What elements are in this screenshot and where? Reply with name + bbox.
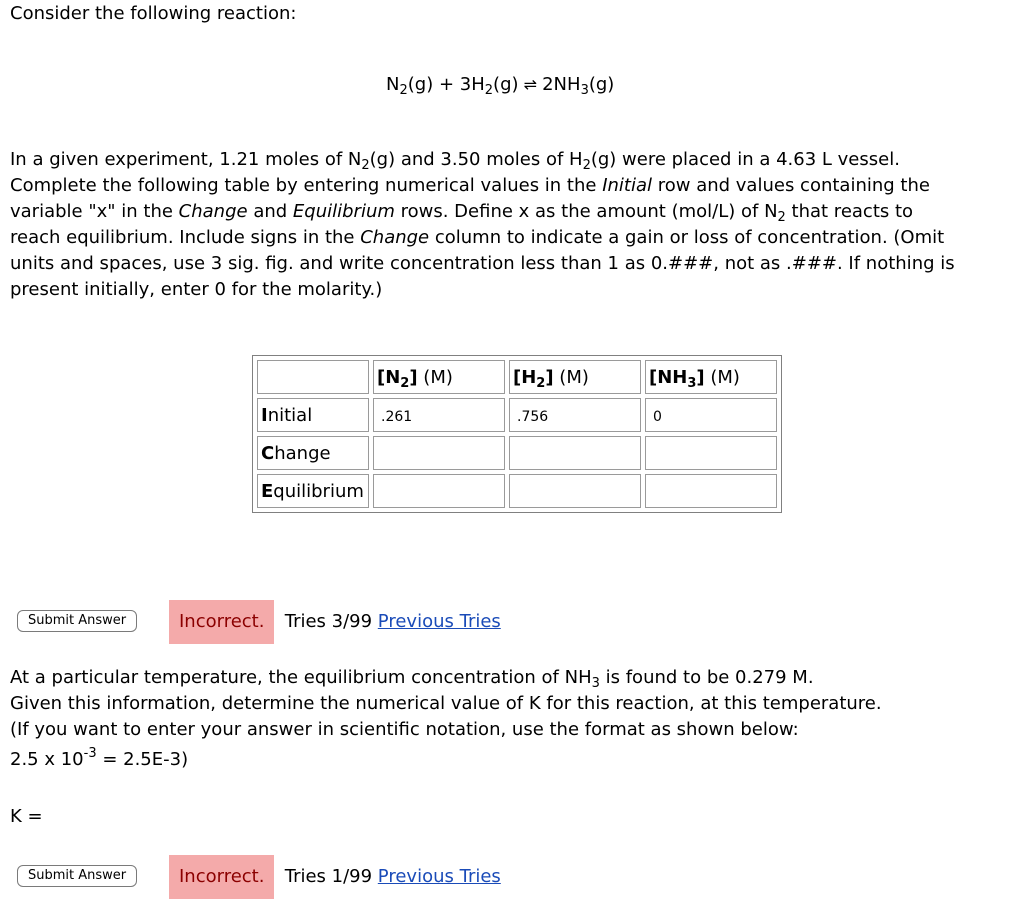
ice-table: [252, 355, 782, 513]
incorrect-badge-1: Incorrect.: [169, 600, 274, 644]
table-row-change: [257, 436, 777, 470]
change-h2-input[interactable]: [509, 436, 641, 470]
initial-nh3-input[interactable]: 0: [645, 398, 777, 432]
reaction-equation: $N_2(g) + 3H_2(g)$ ⇌ $2NH_3(g)$: [386, 74, 615, 98]
equilibrium-arrow-icon: ⇌: [518, 75, 543, 94]
equilibrium-nh3-input[interactable]: [645, 474, 777, 508]
problem-line-3: variable "x" in the Change and Equilibrium rows. Define x as the amount (mol/L) of $N_2$ that reacts to: [10, 201, 914, 225]
part2-line-1: At a particular temperature, the equilibrium concentration of $NH_3$ is found to be 0.279 M.: [10, 667, 814, 691]
tries-info-1: Tries 3/99 Previous Tries: [279, 611, 501, 632]
header-n2: $[N_2]$ (M): [373, 360, 505, 394]
header-h2: $[H_2]$ (M): [509, 360, 641, 394]
problem-line-5: units and spaces, use 3 sig. fig. and write concentration less than 1 as 0.###, not as .###. If nothing is: [10, 253, 955, 274]
part2-line-3: (If you want to enter your answer in scientific notation, use the format as shown below:: [10, 719, 799, 740]
equilibrium-n2-input[interactable]: [373, 474, 505, 508]
table-header-row: [257, 360, 777, 394]
submit-answer-button-2[interactable]: Submit Answer: [17, 865, 137, 887]
header-empty-cell: [257, 360, 369, 394]
equilibrium-h2-input[interactable]: [509, 474, 641, 508]
row-label-initial: Initial: [257, 398, 369, 432]
table-row-equilibrium: [257, 474, 777, 508]
problem-line-2: Complete the following table by entering numerical values in the Initial row and values containing the: [10, 175, 930, 196]
header-nh3: $[NH_3]$ (M): [645, 360, 777, 394]
k-label: K =: [10, 806, 43, 827]
incorrect-badge-2: Incorrect.: [169, 855, 274, 899]
problem-paragraph: [10, 147, 1020, 303]
table-row-initial: [257, 398, 777, 432]
submit-answer-button-1[interactable]: Submit Answer: [17, 610, 137, 632]
tries-info-2: Tries 1/99 Previous Tries: [279, 866, 501, 887]
row-label-change: Change: [257, 436, 369, 470]
part2-line-2: Given this information, determine the numerical value of K for this reaction, at this temperature.: [10, 693, 882, 714]
intro-text: Consider the following reaction:: [10, 3, 297, 24]
row-label-equilibrium: Equilibrium: [257, 474, 369, 508]
scientific-notation-example: 2.5 x $10^{-3} = 2.5E-3$): [10, 746, 189, 770]
problem-line-6: present initially, enter 0 for the molarity.): [10, 279, 383, 300]
change-nh3-input[interactable]: [645, 436, 777, 470]
previous-tries-link-1[interactable]: Previous Tries: [377, 611, 501, 632]
problem-line-4: reach equilibrium. Include signs in the Change column to indicate a gain or loss of concentration. (Omit: [10, 227, 945, 248]
previous-tries-link-2[interactable]: Previous Tries: [377, 866, 501, 887]
initial-n2-input[interactable]: .261: [373, 398, 505, 432]
initial-h2-input[interactable]: .756: [509, 398, 641, 432]
problem-line-1: In a given experiment, 1.21 moles of $N_2(g)$ and 3.50 moles of $H_2(g)$ were placed in a 4.63 L vessel.: [10, 149, 900, 173]
change-n2-input[interactable]: [373, 436, 505, 470]
part2-paragraph: [10, 665, 1020, 773]
